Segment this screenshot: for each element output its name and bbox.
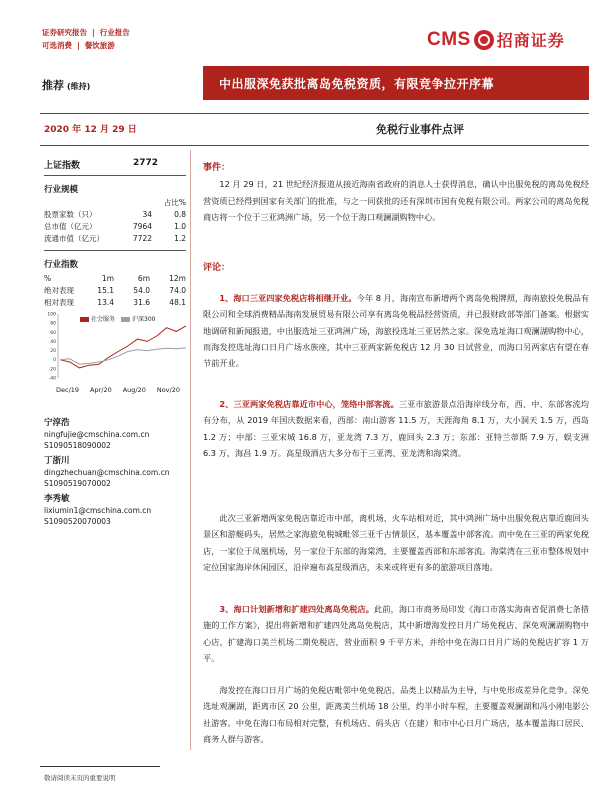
divider bbox=[44, 250, 186, 251]
y-tick-label: -20 bbox=[48, 367, 56, 373]
row-pct: 1.2 bbox=[174, 233, 186, 243]
comment-point-2 bbox=[203, 396, 589, 461]
divider bbox=[40, 145, 589, 146]
industry-index-title: 行业指数 bbox=[44, 260, 79, 270]
row-value: 13.4 bbox=[97, 297, 114, 307]
x-tick-label: Aug/20 bbox=[122, 386, 146, 394]
row-value: 48.1 bbox=[169, 297, 186, 307]
rating-note: (维持) bbox=[67, 82, 91, 91]
legend-label: 社会服务 bbox=[91, 316, 116, 323]
row-value: 54.0 bbox=[133, 285, 150, 295]
column-header: 占比% bbox=[163, 197, 186, 207]
analyst-name: 宁淳浩 bbox=[44, 418, 70, 428]
row-value: 31.6 bbox=[133, 297, 150, 307]
analyst-id: S1090518090002 bbox=[44, 441, 111, 450]
x-tick-label: Dec/19 bbox=[56, 386, 80, 394]
paragraph-text: 三亚市旅游景点沿海岸线分布，西、中、东部客流均有分布，从 2019 年国庆数据来看，西部：南山游客 11.5 万，天涯海角 8.1 万，大小洞天 1.5 万，西岛 1.2 万；中部：三亚宋城 16.8 万，亚龙湾 7.3 万，鹿回头 2.3 万；东部：亚特兰蒂斯 7.9 万，蜈支洲 6.3 万，海昌 1.9 万。高星级酒店大多分布于三亚湾、亚龙湾和海棠湾。 bbox=[203, 399, 589, 458]
row-label: 相对表现 bbox=[44, 297, 74, 307]
index-value: 2772 bbox=[132, 158, 158, 168]
table-row bbox=[44, 232, 186, 244]
paragraph: 12 月 29 日，21 世纪经济报道从接近海南省政府的消息人士获得消息，确认中出服免税的离岛免税经营资质已经得到国家有关部门的批准，与之一同获批的还有深圳市国有免税有限公司。两家公司的离岛免税商店将一个位于三亚鸿洲广场，另一个位于海口观澜湖购物中心。 bbox=[203, 179, 589, 222]
row-label: 股票家数（只） bbox=[44, 209, 97, 219]
section-heading: 评论： bbox=[203, 263, 231, 273]
divider bbox=[44, 175, 186, 176]
industry-index-table bbox=[44, 272, 186, 308]
industry-scale-title: 行业规模 bbox=[44, 185, 79, 195]
analyst-card bbox=[44, 418, 149, 451]
category-label: 可选消费 bbox=[42, 41, 72, 50]
series-line-1 bbox=[60, 326, 186, 368]
footer-disclaimer: 敬请阅读末页的重要说明 bbox=[44, 774, 116, 782]
paragraph-text: 今年 8 月，海南宣布新增两个离岛免税牌照，海南旅投免税品有限公司和全球消费精品海南发展贸易有限公司享有离岛免税品经营资质，并已报财政部等部门备案。根据实地调研和新闻报道，中出服选址三亚鸿洲广场，海旅投选址三亚居然之家。深免选址海口观澜湖购物中心，而海发控选址海口日月广场水族座，其中三亚两家新免税店 12 月 30 日试营业，而海口另两家店有望在春节前开业。 bbox=[203, 293, 589, 369]
market-index bbox=[44, 158, 186, 171]
analyst-id: S1090519070002 bbox=[44, 479, 111, 488]
paragraph-lead: 3、海口计划新增和扩建四处离岛免税店。 bbox=[219, 604, 375, 614]
column-header: 6m bbox=[137, 273, 150, 283]
paragraph: 此次三亚新增两家免税店靠近市中部，离机场、火车站相对近，其中鸿洲广场中出服免税店靠近鹿回头景区和游艇码头，居然之家海旅免税城毗邻三亚千古情景区，基本覆盖中部客流。而中免在三亚的两家免税店，一家位于凤凰机场，另一家位于东部的海棠湾，主要覆盖西部和东部客流。海棠湾在三亚市整体规划中定位国家海岸休闲园区，沿岸遍布高星级酒店，未来或将更有多的旅游项目落地。 bbox=[203, 513, 589, 572]
comment-section bbox=[203, 260, 589, 276]
comment-point-3 bbox=[203, 601, 589, 666]
y-tick-label: 80 bbox=[50, 321, 56, 327]
row-pct: 0.8 bbox=[174, 209, 186, 219]
y-tick-label: 20 bbox=[50, 349, 56, 355]
column-header: 12m bbox=[169, 273, 186, 283]
table-header bbox=[44, 272, 186, 284]
logo-chinese: 招商证券 bbox=[496, 31, 565, 50]
analyst-email[interactable]: dingzhechuan@cmschina.com.cn bbox=[44, 468, 170, 477]
row-label: 流通市值（亿元） bbox=[44, 233, 104, 243]
cms-logo bbox=[427, 28, 565, 51]
legend-item bbox=[80, 314, 115, 323]
analyst-name: 丁浙川 bbox=[44, 456, 70, 466]
report-subtitle: 免税行业事件点评 bbox=[376, 123, 464, 136]
industry-scale-table bbox=[44, 196, 186, 244]
report-category bbox=[42, 26, 130, 52]
table-row bbox=[44, 296, 186, 308]
y-tick-label: 60 bbox=[50, 330, 56, 336]
legend-item bbox=[121, 314, 155, 323]
column-header: % bbox=[44, 273, 52, 283]
paragraph: 海发控在海口日月广场的免税店毗邻中免免税店，品类上以精品为主导，与中免形成差异化竞争。深免选址观澜湖，距离市区 20 公里，距离美兰机场 18 公里，约半小时车程，主要覆盖观澜湖和冯小刚电影公社游客。中免在海口布局相对完整，有机场店、码头店（在建）和市中心日月广场店，基本覆盖海口居民、商务人群与游客。 bbox=[203, 685, 589, 744]
logo-badge-icon bbox=[474, 30, 494, 50]
category-label: | 行业报告 bbox=[87, 26, 130, 39]
category-label: 证券研究报告 bbox=[42, 28, 87, 37]
comment-point-3-detail bbox=[203, 682, 589, 747]
analyst-name: 李秀敏 bbox=[44, 494, 70, 504]
analyst-id: S1090520070003 bbox=[44, 517, 111, 526]
chart-legend bbox=[80, 314, 155, 323]
y-tick-label: 100 bbox=[47, 312, 56, 318]
row-value: 7722 bbox=[132, 233, 152, 243]
rating bbox=[42, 77, 90, 93]
comment-point-2-detail bbox=[203, 510, 589, 575]
report-date: 2020 年 12 月 29 日 bbox=[44, 125, 137, 135]
row-label: 总市值（亿元） bbox=[44, 221, 97, 231]
row-pct: 1.0 bbox=[174, 221, 186, 231]
y-tick-label: 0 bbox=[53, 358, 56, 364]
row-value: 15.1 bbox=[97, 285, 114, 295]
category-label: | 餐饮旅游 bbox=[72, 39, 115, 52]
table-row bbox=[44, 220, 186, 232]
y-tick-label: -40 bbox=[48, 376, 56, 380]
analyst-email[interactable]: ningfujie@cmschina.com.cn bbox=[44, 430, 150, 439]
event-section bbox=[203, 160, 589, 225]
section-heading: 事件： bbox=[203, 163, 231, 173]
divider bbox=[40, 113, 589, 114]
analyst-email[interactable]: lixiumin1@cmschina.com.cn bbox=[44, 506, 152, 515]
paragraph-lead: 1、海口三亚四家免税店将相继开业。 bbox=[219, 293, 357, 303]
index-label: 上证指数 bbox=[44, 161, 81, 171]
x-tick-label: Nov/20 bbox=[156, 386, 180, 394]
divider bbox=[40, 766, 160, 767]
row-label: 绝对表现 bbox=[44, 285, 74, 295]
paragraph-text: 此前，海口市商务局印发《海口市落实海南省促消费七条措施的工作方案》，提出将新增和扩建四处离岛免税店，其中新增海发控日月广场免税店、深免观澜湖购物中心店，扩建海口美兰机场二期免税店，营业面积 9 千平方米，并给中免在海口日月广场的免税店扩容 1 万平。 bbox=[203, 604, 589, 663]
y-tick-label: 40 bbox=[50, 339, 56, 345]
comment-point-1 bbox=[203, 290, 589, 371]
row-value: 74.0 bbox=[169, 285, 186, 295]
column-divider bbox=[190, 150, 191, 750]
paragraph-lead: 2、三亚两家免税店靠近市中心，笼络中部客流。 bbox=[219, 399, 399, 409]
x-tick-label: Apr/20 bbox=[90, 386, 112, 394]
series-line-2 bbox=[60, 348, 186, 365]
chart-x-axis bbox=[56, 386, 180, 394]
rating-label: 推荐 bbox=[42, 79, 64, 92]
analyst-card bbox=[44, 456, 169, 489]
column-header: 1m bbox=[101, 273, 114, 283]
legend-label: 沪深300 bbox=[132, 316, 156, 323]
row-value: 34 bbox=[142, 209, 152, 219]
logo-latin: CMS bbox=[427, 28, 471, 50]
row-value: 7964 bbox=[132, 221, 152, 231]
table-row bbox=[44, 284, 186, 296]
table-row bbox=[44, 208, 186, 220]
page-title: 中出服深免获批离岛免税资质，有限竞争拉开序幕 bbox=[203, 66, 589, 100]
analyst-card bbox=[44, 494, 151, 527]
